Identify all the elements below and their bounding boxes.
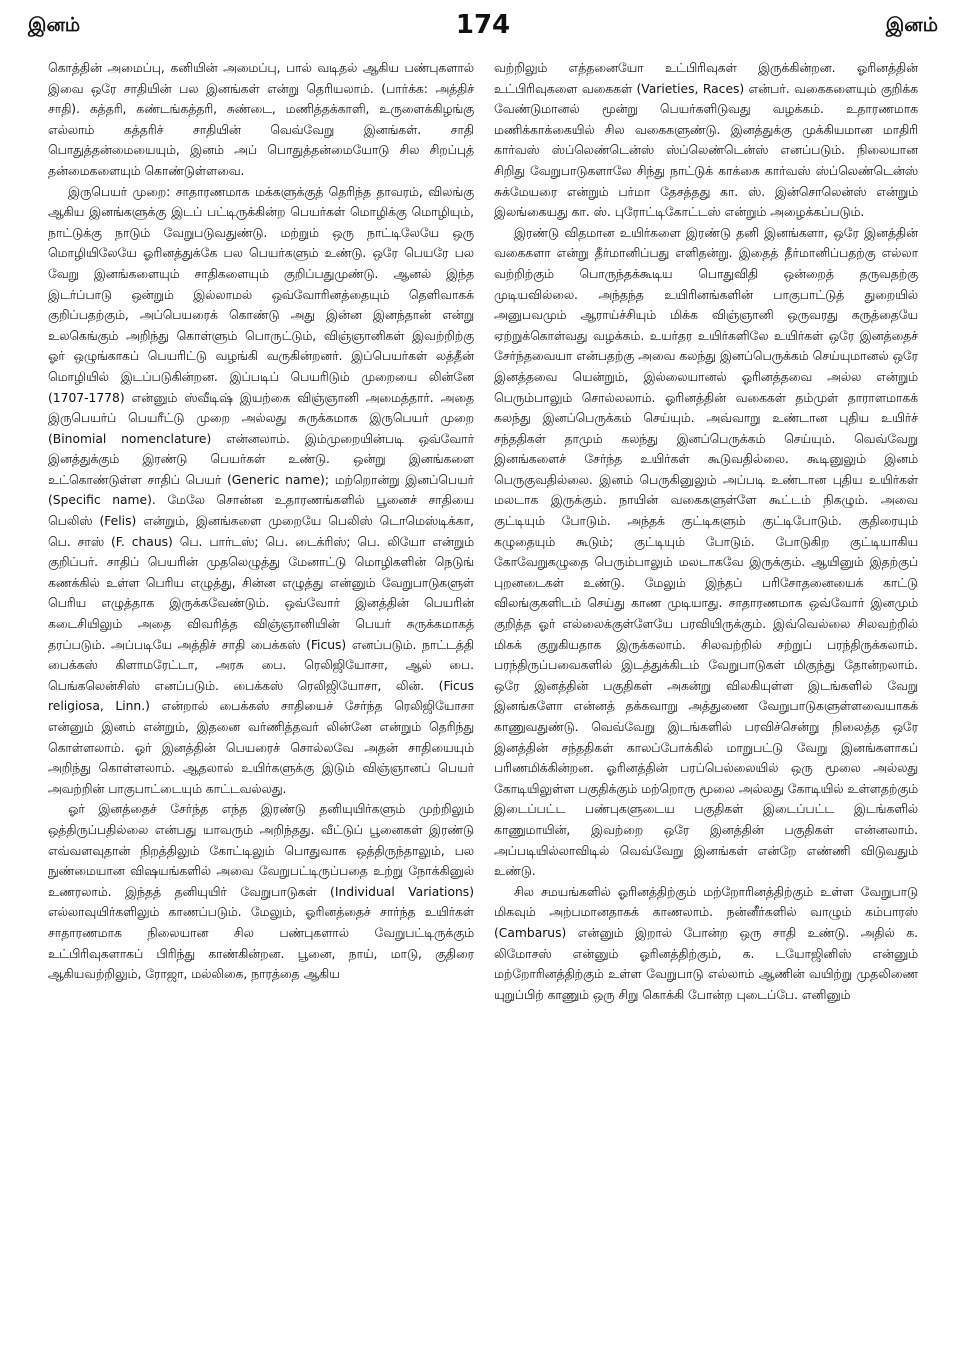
page-number: 174 xyxy=(455,10,511,40)
paragraph: வற்றிலும் எத்தனையோ உட்பிரிவுகள் இருக்கின்றன. ஓரினத்தின் உட்பிரிவுகளை வகைகள் (Varieties, Races) என்பர். வகைகளையும் குறிக்க வேண்டுமானல் மூன்று பெயர்களிடுவது வழக்கம். உதாரணமாக மணிக்காக்கையில் சில வகைகளுண்டு. இனத்துக்கு முக்கியமான மாதிரி கார்வஸ் ஸ்ப்லெண்டென்ஸ் ஸ்ப்லெண்டென்ஸ் எனப்படும். நிலையான சிறிது வேறுபாடுகளாலே சிந்து நாட்டுக் காக்கை கார்வஸ் ஸ்ப்லெண்டென்ஸ் சுக்மேயரை என்றும் பர்மா தேசத்தது கா. ஸ். இன்சொலென்ஸ் என்றும் இலங்கையது கா. ஸ். புரோட்டிகோட்டஸ் என்றும் அழைக்கப்படும். xyxy=(494,61,918,220)
paragraph: இருபெயர் முறை: சாதாரணமாக மக்களுக்குத் தெரிந்த தாவரம், விலங்கு ஆகிய இனங்களுக்கு இடப் பட்டிருக்கின்ற பெயர்கள் மொழிக்கு மொழியும், நாட்டுக்கு நாடும் வேறுபடுவதுண்டு. மற்றும் ஒரு நாட்டிலேயே ஒரு மொழியிலேயே ஓரினத்துக்கே பல பெயர்களும் உண்டு. ஒரே பெயரே பல வேறு இனங்களையும் சாதிகளையும் குறிப்பதுமுண்டு. ஆனல் இந்த இடர்ப்பாடு ஒன்றும் இல்லாமல் ஒவ்வோரினத்தையும் தெளிவாகக் குறிப்பதற்கும், அப்பெயரைக் கொண்டு அது இன்ன இனந்தான் என்று உலகெங்கும் அறிந்து கொள்ளும் பொருட்டும், விஞ்ஞானிகள் இவற்றிற்கு ஓர் ஒழுங்காகப் பெயரிட்டு வழங்கி வருகின்றனர். இப்பெயர்கள் லத்தீன் மொழியில் இடப்படுகின்றன. இப்படிப் பெயரிடும் முறையை லின்னே (1707-1778) என்னும் ஸ்வீடிஷ் இயற்கை விஞ்ஞானி அமைத்தார். அதை இருபெயர்ப் பெயரீட்டு முறை அல்லது சுருக்கமாக இருபெயர் முறை (Binomial nomenclature) என்னலாம். இம்முறையின்படி ஒவ்வோர் இனத்துக்கும் இரண்டு பெயர்கள் உண்டு. ஒன்று இனங்களை உட்கொண்டுள்ள சாதிப் பெயர் (Generic name); மற்றொன்று இனப்பெயர் (Specific name). மேலே சொன்ன உதாரணங்களில் பூனைச் சாதியை பெலிஸ் (Felis) என்றும், இனங்களை முறையே பெலிஸ் டொமெஸ்டிக்கா, பெ. சாஸ் (F. chaus) பெ. பார்டஸ்; பெ. டைக்ரிஸ்; பெ. லியோ என்றும் குறிப்பர். சாதிப் பெயரின் முதலெழுத்து மேனாட்டு மொழிகளின் நெடுங் கணக்கில் உள்ள பெரிய எழுத்து, சின்ன எழுத்து என்னும் வேறுபாடுகளுள் பெரிய எழுத்தாக இருக்கவேண்டும். ஒவ்வோர் இனத்தின் பெயரின் கடைசியிலும் அதை விவரித்த விஞ்ஞானியின் பெயர் சுருக்கமாகத் தரப்படும். அப்படியே அத்திச் சாதி பைக்கஸ் (Ficus) எனப்படும். நாட்டத்தி பைக்கஸ் கிளாமரேட்டா, அரசு பை. ரெலிஜியோசா, ஆல் பை. பெங்கலென்சிஸ் எனப்படும். பைக்கஸ் ரெலிஜியோசா, லின். (Ficus religiosa, Linn.) என்றால் பைக்கஸ் சாதியைச் சேர்ந்த ரெலிஜியோசா என்னும் இனம் என்றும், இதனை வர்ணித்தவர் லின்னே என்றும் தெரிந்து கொள்ளலாம். ஓர் இனத்தின் பெயரைச் சொல்லவே அதன் சாதியையும் அறிந்து கொள்ளலாம். ஆதலால் உயிர்களுக்கு இடும் விஞ்ஞானப் பெயர் அவற்றின் பாகுபாட்டையும் காட்டவல்லது. xyxy=(48,184,474,796)
left-column xyxy=(48,58,474,1358)
paragraph: ஓர் இனத்தைச் சேர்ந்த எந்த இரண்டு தனியுயிர்களும் முற்றிலும் ஒத்திருப்பதில்லை என்பது யாவரும் அறிந்தது. வீட்டுப் பூனைகள் இரண்டு எவ்வளவுதான் நிறத்திலும் கோட்டிலும் பொதுவாக ஒத்திருந்தாலும், பல நுண்மையான விஷயங்களில் அவை வேறுபட்டிருப்பதை உற்று நோக்கினுல் உணரலாம். இந்தத் தனியுயிர் வேறுபாடுகள் (Individual Variations) எல்லாவுயிர்களிலும் காணப்படும். மேலும், ஓரினத்தைச் சார்ந்த உயிர்கள் சாதாரணமாக நிலையான சில பண்புகளால் வேறுபட்டிருக்கும் உட்பிரிவுகளாகப் பிரிந்து காண்கின்றன. பூனை, நாய், மாடு, குதிரை ஆகியவற்றிலும், ரோஜா, மல்லிகை, நாரத்தை ஆகிய xyxy=(48,802,474,982)
running-head-left: இனம் xyxy=(28,14,81,36)
running-head-right: இனம் xyxy=(885,14,938,36)
paragraph: கொத்தின் அமைப்பு, கனியின் அமைப்பு, பால் வடிதல் ஆகிய பண்புகளால் இவை ஒரே சாதியின் பல இனங்கள் என்று தெரியலாம். (பார்க்க: அத்திச் சாதி). கத்தரி, கண்டங்கத்தரி, சுண்டை, மணித்தக்காளி, உருளைக்கிழங்கு எல்லாம் கத்தரிச் சாதியின் வெவ்வேறு இனங்கள். சாதி பொதுத்தன்மையையும், இனம் அப் பொதுத்தன்மையோடு சில சிறப்புத் தன்மைகளையும் கொண்டுள்ளவை. xyxy=(48,61,474,178)
right-column xyxy=(494,58,918,1358)
paragraph: இரண்டு விதமான உயிர்களை இரண்டு தனி இனங்களா, ஒரே இனத்தின் வகைகளா என்று தீர்மானிப்பது எளிதன்று. இதைத் தீர்மானிப்பதற்கு எல்லா வற்றிற்கும் பொருந்தக்கூடிய பொதுவிதி ஒன்றைத் தருவதற்கு முடியவில்லை. அந்தந்த உயிரினங்களின் பாகுபாட்டுத் துறையில் அனுபவமும் ஆராய்ச்சியும் மிக்க விஞ்ஞானி ஒருவரது கருத்தையே ஏற்றுக்கொள்வது வழக்கம். உயர்தர உயிர்களிலே உயிர்கள் ஒரே இனத்தைச் சேர்ந்தவையா என்பதற்கு அவை கலந்து இனப்பெருக்கம் செய்யுமானல் ஒரே இனத்தவை யென்றும், இல்லையானல் ஓரினத்தவை அல்ல என்றும் பெரும்பாலும் சொல்லலாம். ஓரினத்தின் வகைகள் தம்முள் தாராளமாகக் கலந்து இனப்பெருக்கம் செய்யும். அவ்வாறு உண்டான புதிய உயிர்ச் சந்ததிகள் தாமும் கலந்து இனப்பெருக்கம் செய்யும். வெவ்வேறு இனங்களைச் சேர்ந்த உயிர்கள் கூடுவதில்லை. கூடினுலும் இனம் பெருகுவதில்லை. இனம் பெருகினுலும் அப்படி உண்டான புதிய உயிர்கள் மலடாக இருக்கும். நாயின் வகைகளுள்ளே கூட்டம் நிகழும். அவை குட்டியும் போடும். அந்தக் குட்டிகளும் குட்டிபோடும். குதிரையும் கழுதையும் கூடும்; குட்டியும் போடும். போடுகிற குட்டியாகிய கோவேறுகழுதை பெரும்பாலும் மலடாகவே இருக்கும். ஆயினும் இதற்குப் புறனடைகள் உண்டு. மேலும் இந்தப் பரிசோதனையைக் காட்டு விலங்குகளிடம் செய்து காண முடியாது. சாதாரணமாக ஒவ்வோர் இனமும் குறித்த ஓர் எல்லைக்குள்ளேயே பரவியிருக்கும். இவ்வெல்லை சிலவற்றில் மிகக் குறுகியதாக இருக்கலாம். சிலவற்றில் சற்றுப் பரந்திருக்கலாம். பரந்திருப்பவைகளில் இடத்துக்கிடம் வேறுபாடுகள் மிகுந்து தோன்றலாம். ஒரே இனத்தின் பகுதிகள் அகன்று விலகியுள்ள இடங்களில் வேறு இனங்களோ என்னத் தக்கவாறு அத்துணை வேறுபாடுகளுள்ளவையாகக் காணுவதுண்டு. வெவ்வேறு இடங்களில் பரவிச்சென்று நிலைத்த ஒரே இனத்தின் சந்ததிகள் காலப்போக்கில் மாறுபட்டு வேறு இனங்களாகப் பரிணமிக்கின்றன. ஓரினத்தின் பரப்பெல்லையில் ஒரு மூலை அல்லது கோடியிலுள்ள பகுதிக்கும் மற்றொரு மூலை அல்லது கோடியில் உள்ளதற்கும் இடைப்பட்ட பண்புகளுடைய பகுதிகள் இடைப்பட்ட இடங்களில் காணுமாயின், இவற்றை ஒரே இனத்தின் பகுதிகள் என்னலாம். அப்படியில்லாவிடில் வெவ்வேறு இனங்கள் என்றே எண்ணி விடுவதும் உண்டு. xyxy=(494,225,918,879)
paragraph: சில சமயங்களில் ஓரினத்திற்கும் மற்றோரினத்திற்கும் உள்ள வேறுபாடு மிகவும் அற்பமானதாகக் காணலாம். நன்னீர்களில் வாழும் கம்பாரஸ் (Cambarus) என்னும் இறால் போன்ற ஒரு சாதி உண்டு. அதில் க. லிமோசஸ் என்னும் ஓரினத்திற்கும், க. டயோஜினிஸ் என்னும் மற்றோரினத்திற்கும் உள்ள வேறுபாடு எல்லாம் ஆணின் வயிற்று முதலிணை யுறுப்பிற் காணும் ஒரு சிறு கொக்கி போன்ற புடைப்பே. எனினும் xyxy=(494,884,918,1002)
